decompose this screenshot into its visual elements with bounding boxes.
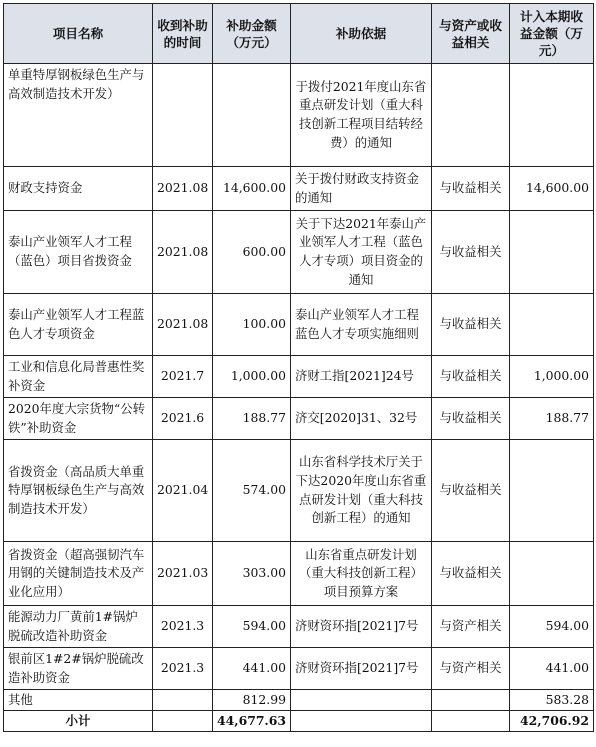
cell-name: 单重特厚钢板绿色生产与高效制造技术开发） <box>4 64 153 167</box>
cell-relation: 与收益相关 <box>432 294 510 356</box>
total-label: 小计 <box>4 711 153 732</box>
cell-basis: 山东省科学技术厅关于下达2020年度山东省重点研发计划（重大科技创新工程）的通知 <box>291 440 432 542</box>
cell-amount: 100.00 <box>213 294 291 356</box>
cell-date: 2021.08 <box>153 294 213 356</box>
cell-date <box>153 690 213 711</box>
cell-name: 泰山产业领军人才工程（蓝色）项目省拨资金 <box>4 211 153 294</box>
cell-basis: 济交[2020]31、32号 <box>291 398 432 440</box>
header-amount: 补助金额（万元） <box>213 4 291 64</box>
cell-income: 583.28 <box>510 690 594 711</box>
cell-date: 2021.6 <box>153 398 213 440</box>
cell-amount <box>213 64 291 167</box>
table-row <box>4 606 594 648</box>
cell-amount: 574.00 <box>213 440 291 542</box>
cell-income <box>510 294 594 356</box>
cell-date: 2021.08 <box>153 167 213 211</box>
cell-relation <box>432 690 510 711</box>
cell-date: 2021.3 <box>153 648 213 690</box>
header-relation: 与资产或收益相关 <box>432 4 510 64</box>
cell-date <box>153 711 213 732</box>
cell-basis: 济财资环指[2021]7号 <box>291 648 432 690</box>
table-row <box>4 542 594 606</box>
cell-relation: 与资产相关 <box>432 648 510 690</box>
table-row <box>4 211 594 294</box>
cell-income: 14,600.00 <box>510 167 594 211</box>
cell-basis <box>291 711 432 732</box>
cell-basis: 济财资环指[2021]7号 <box>291 606 432 648</box>
cell-amount: 594.00 <box>213 606 291 648</box>
cell-date: 2021.08 <box>153 211 213 294</box>
cell-relation: 与收益相关 <box>432 542 510 606</box>
header-basis: 补助依据 <box>291 4 432 64</box>
cell-basis: 关于拨付财政支持资金的通知 <box>291 167 432 211</box>
cell-income <box>510 440 594 542</box>
cell-income: 594.00 <box>510 606 594 648</box>
total-row <box>4 711 594 732</box>
cell-name: 泰山产业领军人才工程蓝色人才专项资金 <box>4 294 153 356</box>
cell-name: 工业和信息化局普惠性奖补资金 <box>4 356 153 398</box>
cell-income <box>510 211 594 294</box>
cell-relation: 与收益相关 <box>432 167 510 211</box>
cell-name: 省拨资金（超高强韧汽车用钢的关键制造技术及产业化应用） <box>4 542 153 606</box>
cell-amount: 14,600.00 <box>213 167 291 211</box>
header-project-name: 项目名称 <box>4 4 153 64</box>
cell-amount: 188.77 <box>213 398 291 440</box>
cell-amount: 812.99 <box>213 690 291 711</box>
cell-income: 188.77 <box>510 398 594 440</box>
header-row <box>4 4 594 64</box>
cell-relation <box>432 64 510 167</box>
cell-date: 2021.04 <box>153 440 213 542</box>
cell-name: 2020年度大宗货物“公转铁”补助资金 <box>4 398 153 440</box>
header-income: 计入本期收益金额（万元） <box>510 4 594 64</box>
cell-basis: 于拨付2021年度山东省重点研发计划（重大科技创新工程项目结转经费）的通知 <box>291 64 432 167</box>
cell-basis: 泰山产业领军人才工程蓝色人才专项实施细则 <box>291 294 432 356</box>
cell-date: 2021.7 <box>153 356 213 398</box>
header-date: 收到补助的时间 <box>153 4 213 64</box>
cell-basis: 关于下达2021年泰山产业领军人才工程（蓝色人才专项）项目资金的通知 <box>291 211 432 294</box>
table-row <box>4 648 594 690</box>
cell-income: 1,000.00 <box>510 356 594 398</box>
table-row <box>4 356 594 398</box>
cell-amount: 1,000.00 <box>213 356 291 398</box>
cell-relation: 与收益相关 <box>432 211 510 294</box>
cell-name: 其他 <box>4 690 153 711</box>
cell-basis: 济财工指[2021]24号 <box>291 356 432 398</box>
table-row <box>4 167 594 211</box>
cell-amount: 600.00 <box>213 211 291 294</box>
cell-relation: 与收益相关 <box>432 440 510 542</box>
cell-name: 能源动力厂黄前1#锅炉脱硫改造补助资金 <box>4 606 153 648</box>
cell-income: 441.00 <box>510 648 594 690</box>
total-amount: 44,677.63 <box>213 711 291 732</box>
cell-amount: 441.00 <box>213 648 291 690</box>
cell-name: 银前区1#2#锅炉脱硫改造补助资金 <box>4 648 153 690</box>
cell-income <box>510 64 594 167</box>
table-row <box>4 690 594 711</box>
table-row <box>4 398 594 440</box>
cell-date: 2021.03 <box>153 542 213 606</box>
cell-basis <box>291 690 432 711</box>
table-row <box>4 64 594 167</box>
cell-date: 2021.3 <box>153 606 213 648</box>
cell-amount: 303.00 <box>213 542 291 606</box>
cell-date <box>153 64 213 167</box>
cell-name: 财政支持资金 <box>4 167 153 211</box>
cell-relation <box>432 711 510 732</box>
cell-relation: 与收益相关 <box>432 398 510 440</box>
table-row <box>4 294 594 356</box>
cell-name: 省拨资金（高品质大单重特厚钢板绿色生产与高效制造技术开发） <box>4 440 153 542</box>
cell-relation: 与资产相关 <box>432 606 510 648</box>
total-income: 42,706.92 <box>510 711 594 732</box>
cell-income <box>510 542 594 606</box>
cell-basis: 山东省重点研发计划（重大科技创新工程）项目预算方案 <box>291 542 432 606</box>
cell-relation: 与收益相关 <box>432 356 510 398</box>
subsidy-table <box>3 3 594 732</box>
table-row <box>4 440 594 542</box>
